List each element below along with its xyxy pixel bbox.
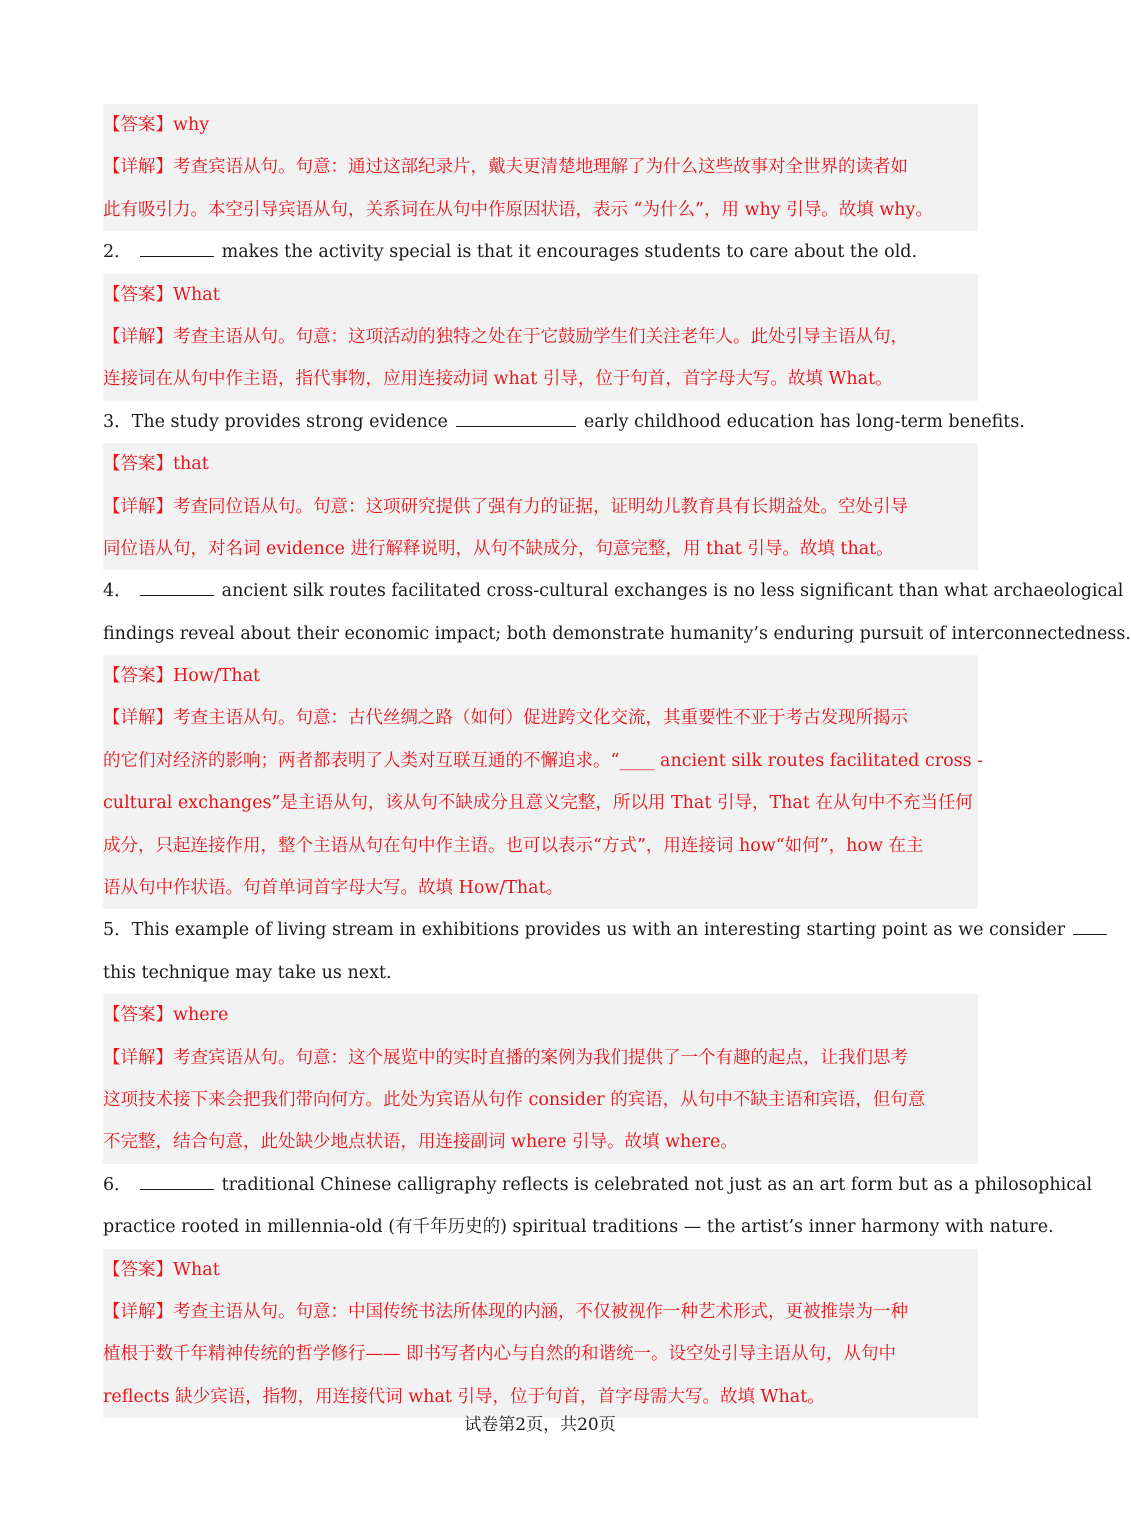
answer-line: 【答案】where [103, 1005, 229, 1026]
question-3 [103, 401, 1025, 443]
question-text: early childhood education has long-term benefits. [583, 411, 1025, 432]
explain-line: 【详解】考查主语从句。句意：古代丝绸之路（如何）促进跨文化交流，其重要性不亚于考古发现所揭示 [103, 708, 908, 729]
question-number: 5． [103, 920, 132, 941]
answer-blank [140, 1175, 214, 1190]
question-text: traditional Chinese calligraphy reflects is celebrated not just as an art form but as a philosophical [221, 1174, 1093, 1195]
explain-line: 植根于数千年精神传统的哲学修行—— 即书写者内心与自然的和谐统一。设空处引导主语从句，从句中 [103, 1344, 897, 1365]
explain-line: 【详解】考查主语从句。句意：这项活动的独特之处在于它鼓励学生们关注老年人。此处引导主语从句， [103, 326, 908, 347]
answer-line: 【答案】that [103, 454, 209, 475]
answer-line: 【答案】What [103, 1259, 220, 1280]
question-6 [103, 1164, 1093, 1206]
question-text: makes the activity special is that it encourages students to care about the old. [221, 242, 918, 263]
answer-block-3 [103, 443, 978, 570]
explain-line: 连接词在从句中作主语，指代事物，应用连接动词 what 引导，位于句首，首字母大写。故填 What。 [103, 369, 893, 390]
answer-block-6 [103, 1249, 978, 1419]
page-footer: 试卷第2页，共20页 [464, 1415, 616, 1435]
answer-block-1 [103, 104, 978, 231]
explain-line: 同位语从句，对名词 evidence 进行解释说明，从句不缺成分，句意完整，用 that 引导。故填 that。 [103, 538, 894, 559]
explain-line: 【详解】考查宾语从句。句意：通过这部纪录片，戴夫更清楚地理解了为什么这些故事对全世界的读者如 [103, 157, 908, 178]
question-2 [103, 231, 978, 273]
question-number: 3． [103, 411, 132, 432]
answer-block-5 [103, 994, 978, 1164]
answer-blank [456, 412, 576, 427]
question-text: ancient silk routes facilitated cross-cultural exchanges is no less significant than what archaeological [221, 581, 1124, 602]
explain-line: cultural exchanges”是主语从句，该从句不缺成分且意义完整，所以用 That 引导，That 在从句中不充当任何 [103, 793, 973, 814]
explain-line: reflects 缺少宾语，指物，用连接代词 what 引导，位于句首，首字母需大写。故填 What。 [103, 1386, 825, 1407]
explain-line: 此有吸引力。本空引导宾语从句，关系词在从句中作原因状语，表示 “为什么”，用 why 引导。故填 why。 [103, 199, 933, 220]
question-text: This example of living stream in exhibitions provides us with an interesting starting point as we consider [131, 920, 1066, 941]
explain-line: 【详解】考查主语从句。句意：中国传统书法所体现的内涵，不仅被视作一种艺术形式，更被推崇为一种 [103, 1301, 908, 1322]
answer-blank [1073, 920, 1107, 935]
answer-blank [140, 242, 214, 257]
explain-line: 的它们对经济的影响；两者都表明了人类对互联互通的不懈追求。“____ ancient silk routes facilitated cross - [103, 750, 984, 771]
answer-line: 【答案】why [103, 115, 210, 135]
explain-line: 【详解】考查宾语从句。句意：这个展览中的实时直播的案例为我们提供了一个有趣的起点，让我们思考 [103, 1047, 908, 1068]
question-number: 2． [103, 242, 132, 263]
question-text: The study provides strong evidence [131, 411, 448, 432]
question-number: 4． [103, 581, 132, 602]
answer-block-4 [103, 655, 984, 909]
question-text-line: findings reveal about their economic impact; both demonstrate humanity’s enduring pursuit of interconnectedness. [103, 623, 1131, 644]
explain-line: 这项技术接下来会把我们带向何方。此处为宾语从句作 consider 的宾语，从句中不缺主语和宾语，但句意 [103, 1089, 926, 1110]
explain-line: 成分，只起连接作用，整个主语从句在句中作主语。也可以表示“方式”，用连接词 how“如何”，how 在主 [103, 835, 924, 856]
explain-line: 【详解】考查同位语从句。句意：这项研究提供了强有力的证据，证明幼儿教育具有长期益处。空处引导 [103, 496, 908, 517]
answer-blank [140, 581, 214, 596]
answer-line: 【答案】What [103, 284, 220, 305]
question-text-line: practice rooted in millennia-old (有千年历史的) spiritual traditions — the artist’s inner harmony with nature. [103, 1217, 1054, 1238]
question-number: 6． [103, 1174, 132, 1195]
answer-block-2 [103, 274, 978, 401]
explain-line: 不完整，结合句意，此处缺少地点状语，用连接副词 where 引导。故填 where。 [103, 1132, 738, 1153]
question-5 [103, 909, 1066, 951]
explain-line: 语从句中作状语。句首单词首字母大写。故填 How/That。 [103, 878, 564, 899]
page-content [103, 104, 1131, 1418]
question-text-line: this technique may take us next. [103, 962, 392, 983]
answer-line: 【答案】How/That [103, 666, 261, 687]
question-4 [103, 570, 1124, 612]
